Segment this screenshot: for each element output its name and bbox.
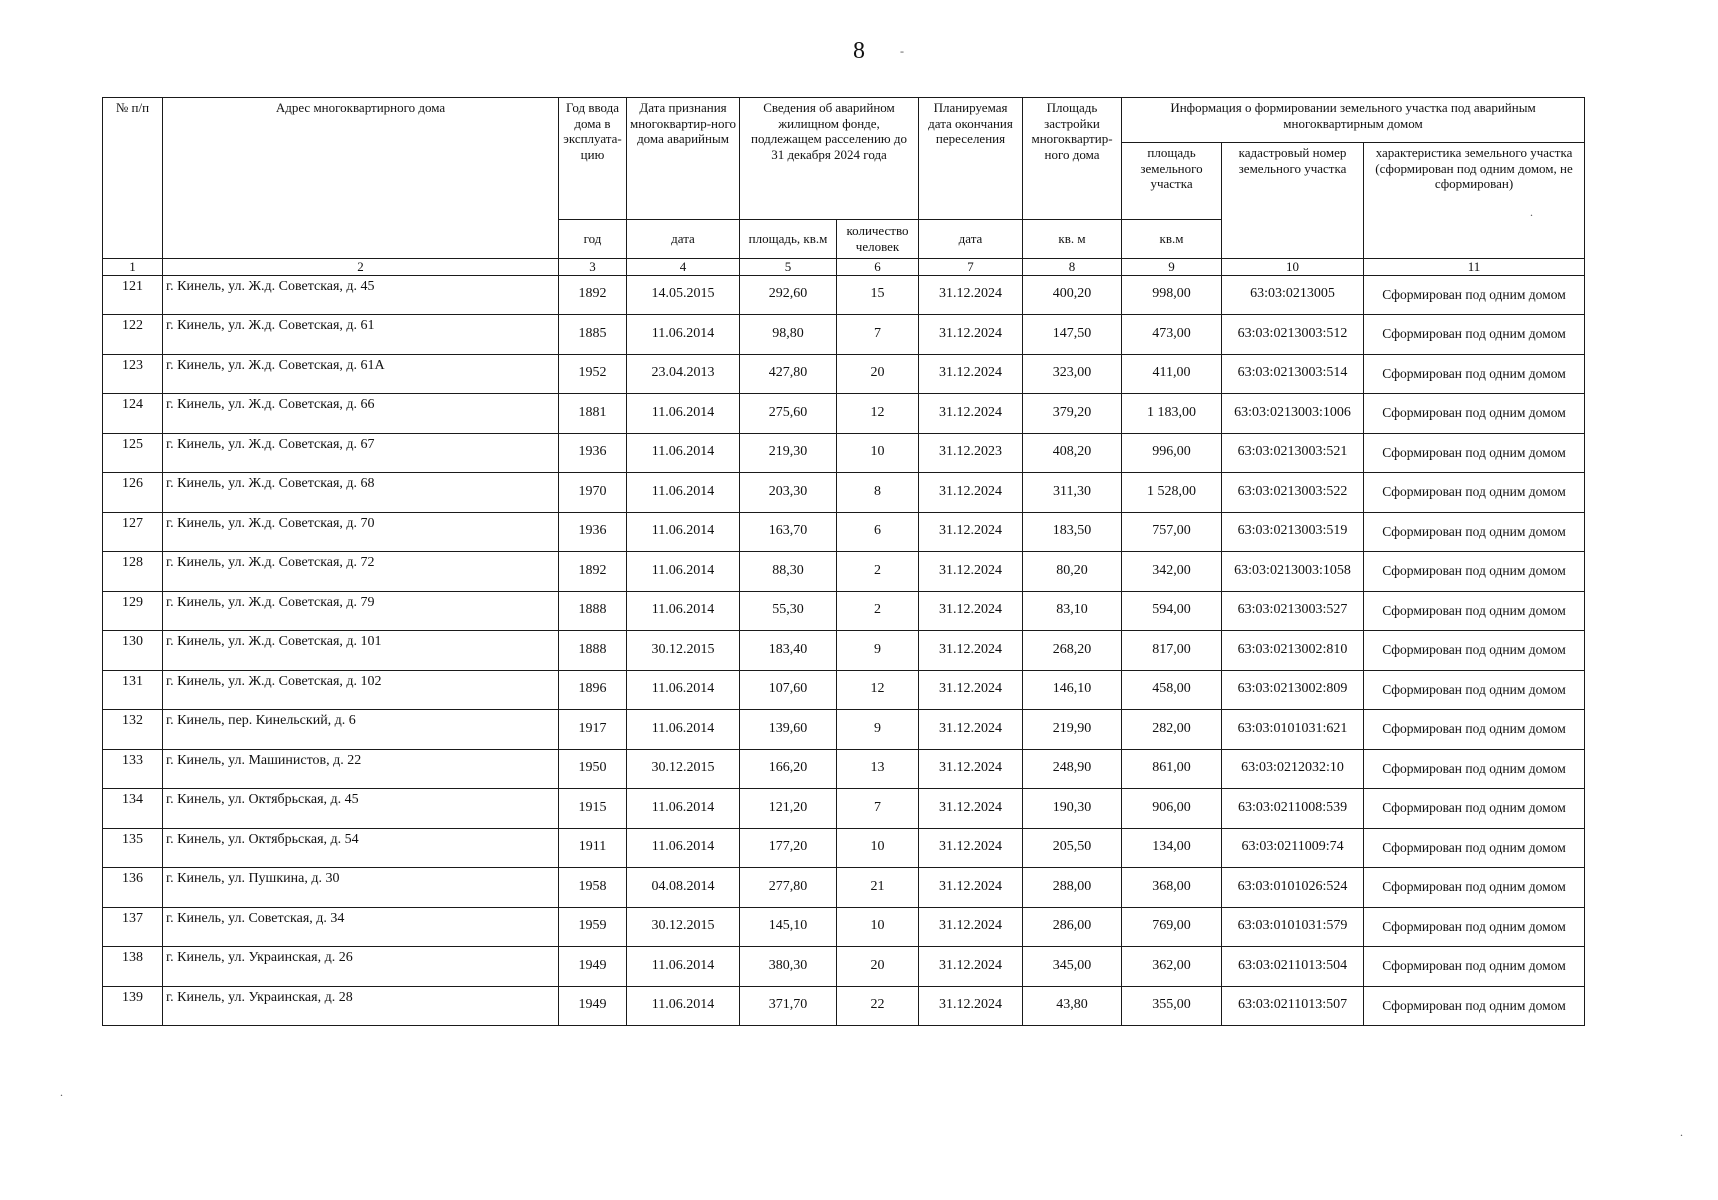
people-count-cell: 8 — [837, 473, 919, 513]
header-address: Адрес многоквартирного дома — [163, 98, 559, 259]
people-count-cell: 20 — [837, 947, 919, 987]
date-recognized-cell: 11.06.2014 — [627, 552, 740, 592]
unit-build: кв. м — [1023, 220, 1122, 259]
date-recognized-cell: 04.08.2014 — [627, 868, 740, 908]
row-number: 138 — [103, 947, 163, 987]
unit-planned: дата — [919, 220, 1023, 259]
year-cell: 1952 — [559, 354, 627, 394]
date-recognized-cell: 23.04.2013 — [627, 354, 740, 394]
row-number: 137 — [103, 907, 163, 947]
address-cell: г. Кинель, ул. Пушкина, д. 30 — [163, 868, 559, 908]
address-cell: г. Кинель, ул. Советская, д. 34 — [163, 907, 559, 947]
address-cell: г. Кинель, ул. Ж.д. Советская, д. 70 — [163, 512, 559, 552]
table-row — [103, 947, 1585, 987]
fund-area-cell: 371,70 — [740, 986, 837, 1026]
fund-area-cell: 166,20 — [740, 749, 837, 789]
column-number: 1 — [103, 259, 163, 276]
column-number: 2 — [163, 259, 559, 276]
fund-area-cell: 183,40 — [740, 631, 837, 671]
build-area-cell: 43,80 — [1023, 986, 1122, 1026]
planned-date-cell: 31.12.2024 — [919, 394, 1023, 434]
land-characteristic-cell: Сформирован под одним домом — [1364, 710, 1585, 750]
date-recognized-cell: 11.06.2014 — [627, 710, 740, 750]
fund-area-cell: 98,80 — [740, 315, 837, 355]
cadastral-number-cell: 63:03:0213003:527 — [1222, 591, 1364, 631]
year-cell: 1888 — [559, 631, 627, 671]
fund-area-cell: 275,60 — [740, 394, 837, 434]
people-count-cell: 10 — [837, 907, 919, 947]
row-number: 125 — [103, 433, 163, 473]
address-cell: г. Кинель, ул. Ж.д. Советская, д. 72 — [163, 552, 559, 592]
unit-land: кв.м — [1122, 220, 1222, 259]
header-planned-date: Планируемая дата окончания переселения — [919, 98, 1023, 220]
cadastral-number-cell: 63:03:0213005 — [1222, 275, 1364, 315]
row-number: 132 — [103, 710, 163, 750]
date-recognized-cell: 30.12.2015 — [627, 631, 740, 671]
cadastral-number-cell: 63:03:0212032:10 — [1222, 749, 1364, 789]
land-characteristic-cell: Сформирован под одним домом — [1364, 868, 1585, 908]
land-characteristic-cell: Сформирован под одним домом — [1364, 591, 1585, 631]
date-recognized-cell: 11.06.2014 — [627, 591, 740, 631]
fund-area-cell: 88,30 — [740, 552, 837, 592]
fund-area-cell: 203,30 — [740, 473, 837, 513]
cadastral-number-cell: 63:03:0213003:519 — [1222, 512, 1364, 552]
table-row — [103, 789, 1585, 829]
land-area-cell: 368,00 — [1122, 868, 1222, 908]
table-row — [103, 670, 1585, 710]
address-cell: г. Кинель, ул. Ж.д. Советская, д. 102 — [163, 670, 559, 710]
unit-date: дата — [627, 220, 740, 259]
people-count-cell: 22 — [837, 986, 919, 1026]
row-number: 127 — [103, 512, 163, 552]
planned-date-cell: 31.12.2024 — [919, 947, 1023, 987]
fund-area-cell: 55,30 — [740, 591, 837, 631]
address-cell: г. Кинель, ул. Ж.д. Советская, д. 61 — [163, 315, 559, 355]
people-count-cell: 9 — [837, 710, 919, 750]
year-cell: 1970 — [559, 473, 627, 513]
row-number: 122 — [103, 315, 163, 355]
table-row — [103, 275, 1585, 315]
date-recognized-cell: 11.06.2014 — [627, 394, 740, 434]
build-area-cell: 408,20 — [1023, 433, 1122, 473]
row-number: 128 — [103, 552, 163, 592]
fund-area-cell: 219,30 — [740, 433, 837, 473]
year-cell: 1950 — [559, 749, 627, 789]
land-area-cell: 362,00 — [1122, 947, 1222, 987]
year-cell: 1896 — [559, 670, 627, 710]
table-row — [103, 631, 1585, 671]
build-area-cell: 288,00 — [1023, 868, 1122, 908]
address-cell: г. Кинель, ул. Ж.д. Советская, д. 61А — [163, 354, 559, 394]
date-recognized-cell: 11.06.2014 — [627, 789, 740, 829]
table-row — [103, 868, 1585, 908]
address-cell: г. Кинель, ул. Ж.д. Советская, д. 45 — [163, 275, 559, 315]
planned-date-cell: 31.12.2024 — [919, 631, 1023, 671]
land-characteristic-cell: Сформирован под одним домом — [1364, 828, 1585, 868]
address-cell: г. Кинель, ул. Ж.д. Советская, д. 68 — [163, 473, 559, 513]
build-area-cell: 147,50 — [1023, 315, 1122, 355]
emergency-housing-table — [102, 97, 1585, 1026]
fund-area-cell: 107,60 — [740, 670, 837, 710]
planned-date-cell: 31.12.2023 — [919, 433, 1023, 473]
cadastral-number-cell: 63:03:0211008:539 — [1222, 789, 1364, 829]
cadastral-number-cell: 63:03:0213003:514 — [1222, 354, 1364, 394]
land-characteristic-cell: Сформирован под одним домом — [1364, 749, 1585, 789]
table-row — [103, 394, 1585, 434]
cadastral-number-cell: 63:03:0211013:507 — [1222, 986, 1364, 1026]
address-cell: г. Кинель, ул. Ж.д. Советская, д. 79 — [163, 591, 559, 631]
column-number: 3 — [559, 259, 627, 276]
year-cell: 1959 — [559, 907, 627, 947]
land-area-cell: 861,00 — [1122, 749, 1222, 789]
people-count-cell: 10 — [837, 828, 919, 868]
address-cell: г. Кинель, ул. Октябрьская, д. 45 — [163, 789, 559, 829]
row-number: 135 — [103, 828, 163, 868]
year-cell: 1949 — [559, 986, 627, 1026]
build-area-cell: 83,10 — [1023, 591, 1122, 631]
fund-area-cell: 163,70 — [740, 512, 837, 552]
planned-date-cell: 31.12.2024 — [919, 670, 1023, 710]
table-row — [103, 354, 1585, 394]
planned-date-cell: 31.12.2024 — [919, 354, 1023, 394]
cadastral-number-cell: 63:03:0211013:504 — [1222, 947, 1364, 987]
land-characteristic-cell: Сформирован под одним домом — [1364, 315, 1585, 355]
address-cell: г. Кинель, пер. Кинельский, д. 6 — [163, 710, 559, 750]
land-characteristic-cell: Сформирован под одним домом — [1364, 394, 1585, 434]
column-number: 4 — [627, 259, 740, 276]
land-characteristic-cell: Сформирован под одним домом — [1364, 947, 1585, 987]
date-recognized-cell: 30.12.2015 — [627, 749, 740, 789]
planned-date-cell: 31.12.2024 — [919, 473, 1023, 513]
date-recognized-cell: 11.06.2014 — [627, 473, 740, 513]
land-characteristic-cell: Сформирован под одним домом — [1364, 986, 1585, 1026]
land-characteristic-cell: Сформирован под одним домом — [1364, 354, 1585, 394]
planned-date-cell: 31.12.2024 — [919, 828, 1023, 868]
people-count-cell: 12 — [837, 394, 919, 434]
people-count-cell: 2 — [837, 552, 919, 592]
build-area-cell: 311,30 — [1023, 473, 1122, 513]
address-cell: г. Кинель, ул. Украинская, д. 26 — [163, 947, 559, 987]
scan-speck: . — [1530, 205, 1533, 219]
row-number: 134 — [103, 789, 163, 829]
table-row — [103, 591, 1585, 631]
planned-date-cell: 31.12.2024 — [919, 275, 1023, 315]
date-recognized-cell: 11.06.2014 — [627, 947, 740, 987]
date-recognized-cell: 11.06.2014 — [627, 433, 740, 473]
date-recognized-cell: 11.06.2014 — [627, 512, 740, 552]
column-number: 8 — [1023, 259, 1122, 276]
row-number: 131 — [103, 670, 163, 710]
build-area-cell: 286,00 — [1023, 907, 1122, 947]
cadastral-number-cell: 63:03:0213002:809 — [1222, 670, 1364, 710]
build-area-cell: 219,90 — [1023, 710, 1122, 750]
planned-date-cell: 31.12.2024 — [919, 710, 1023, 750]
header-fund-info: Сведения об аварийном жилищном фонде, подлежащем расселению до 31 декабря 2024 года — [740, 98, 919, 220]
unit-people: количество человек — [837, 220, 919, 259]
people-count-cell: 13 — [837, 749, 919, 789]
land-area-cell: 757,00 — [1122, 512, 1222, 552]
fund-area-cell: 145,10 — [740, 907, 837, 947]
page-number: 8 — [853, 38, 865, 64]
build-area-cell: 80,20 — [1023, 552, 1122, 592]
year-cell: 1892 — [559, 275, 627, 315]
cadastral-number-cell: 63:03:0213003:1006 — [1222, 394, 1364, 434]
land-characteristic-cell: Сформирован под одним домом — [1364, 473, 1585, 513]
column-number: 7 — [919, 259, 1023, 276]
cadastral-number-cell: 63:03:0101026:524 — [1222, 868, 1364, 908]
cadastral-number-cell: 63:03:0213002:810 — [1222, 631, 1364, 671]
land-area-cell: 594,00 — [1122, 591, 1222, 631]
address-cell: г. Кинель, ул. Украинская, д. 28 — [163, 986, 559, 1026]
row-number: 129 — [103, 591, 163, 631]
table-row — [103, 710, 1585, 750]
header-year: Год ввода дома в эксплуата-цию — [559, 98, 627, 220]
column-number: 6 — [837, 259, 919, 276]
people-count-cell: 2 — [837, 591, 919, 631]
row-number: 126 — [103, 473, 163, 513]
table-row — [103, 433, 1585, 473]
build-area-cell: 190,30 — [1023, 789, 1122, 829]
build-area-cell: 323,00 — [1023, 354, 1122, 394]
cadastral-number-cell: 63:03:0101031:621 — [1222, 710, 1364, 750]
table-row — [103, 828, 1585, 868]
unit-area: площадь, кв.м — [740, 220, 837, 259]
date-recognized-cell: 30.12.2015 — [627, 907, 740, 947]
people-count-cell: 12 — [837, 670, 919, 710]
planned-date-cell: 31.12.2024 — [919, 789, 1023, 829]
land-area-cell: 411,00 — [1122, 354, 1222, 394]
build-area-cell: 205,50 — [1023, 828, 1122, 868]
build-area-cell: 345,00 — [1023, 947, 1122, 987]
fund-area-cell: 177,20 — [740, 828, 837, 868]
column-number-row — [103, 259, 1585, 276]
land-area-cell: 1 183,00 — [1122, 394, 1222, 434]
year-cell: 1915 — [559, 789, 627, 829]
table-row — [103, 512, 1585, 552]
build-area-cell: 379,20 — [1023, 394, 1122, 434]
header-build-area: Площадь застройки многоквартир-ного дома — [1023, 98, 1122, 220]
date-recognized-cell: 11.06.2014 — [627, 315, 740, 355]
unit-year: год — [559, 220, 627, 259]
people-count-cell: 7 — [837, 789, 919, 829]
land-area-cell: 355,00 — [1122, 986, 1222, 1026]
people-count-cell: 7 — [837, 315, 919, 355]
land-area-cell: 282,00 — [1122, 710, 1222, 750]
year-cell: 1885 — [559, 315, 627, 355]
address-cell: г. Кинель, ул. Ж.д. Советская, д. 66 — [163, 394, 559, 434]
planned-date-cell: 31.12.2024 — [919, 986, 1023, 1026]
land-area-cell: 906,00 — [1122, 789, 1222, 829]
row-number: 136 — [103, 868, 163, 908]
planned-date-cell: 31.12.2024 — [919, 591, 1023, 631]
address-cell: г. Кинель, ул. Ж.д. Советская, д. 101 — [163, 631, 559, 671]
planned-date-cell: 31.12.2024 — [919, 749, 1023, 789]
land-area-cell: 1 528,00 — [1122, 473, 1222, 513]
land-characteristic-cell: Сформирован под одним домом — [1364, 552, 1585, 592]
scan-speck: - — [900, 44, 904, 58]
date-recognized-cell: 11.06.2014 — [627, 828, 740, 868]
land-area-cell: 458,00 — [1122, 670, 1222, 710]
column-number: 9 — [1122, 259, 1222, 276]
cadastral-number-cell: 63:03:0101031:579 — [1222, 907, 1364, 947]
year-cell: 1936 — [559, 512, 627, 552]
row-number: 123 — [103, 354, 163, 394]
table-row — [103, 315, 1585, 355]
table-row — [103, 907, 1585, 947]
table-row — [103, 473, 1585, 513]
people-count-cell: 20 — [837, 354, 919, 394]
land-characteristic-cell: Сформирован под одним домом — [1364, 670, 1585, 710]
header-land-area: площадь земельного участка — [1122, 143, 1222, 220]
land-characteristic-cell: Сформирован под одним домом — [1364, 789, 1585, 829]
column-number: 5 — [740, 259, 837, 276]
planned-date-cell: 31.12.2024 — [919, 868, 1023, 908]
people-count-cell: 15 — [837, 275, 919, 315]
row-number: 121 — [103, 275, 163, 315]
land-characteristic-cell: Сформирован под одним домом — [1364, 275, 1585, 315]
cadastral-number-cell: 63:03:0211009:74 — [1222, 828, 1364, 868]
header-cadastral: кадастровый номер земельного участка — [1222, 143, 1364, 259]
date-recognized-cell: 11.06.2014 — [627, 670, 740, 710]
header-date-recognized: Дата признания многоквартир-ного дома аварийным — [627, 98, 740, 220]
land-area-cell: 769,00 — [1122, 907, 1222, 947]
row-number: 130 — [103, 631, 163, 671]
year-cell: 1888 — [559, 591, 627, 631]
cadastral-number-cell: 63:03:0213003:512 — [1222, 315, 1364, 355]
column-number: 10 — [1222, 259, 1364, 276]
address-cell: г. Кинель, ул. Машинистов, д. 22 — [163, 749, 559, 789]
table-row — [103, 552, 1585, 592]
planned-date-cell: 31.12.2024 — [919, 512, 1023, 552]
land-characteristic-cell: Сформирован под одним домом — [1364, 512, 1585, 552]
land-area-cell: 998,00 — [1122, 275, 1222, 315]
build-area-cell: 183,50 — [1023, 512, 1122, 552]
address-cell: г. Кинель, ул. Ж.д. Советская, д. 67 — [163, 433, 559, 473]
year-cell: 1892 — [559, 552, 627, 592]
planned-date-cell: 31.12.2024 — [919, 552, 1023, 592]
row-number: 124 — [103, 394, 163, 434]
date-recognized-cell: 14.05.2015 — [627, 275, 740, 315]
address-cell: г. Кинель, ул. Октябрьская, д. 54 — [163, 828, 559, 868]
table-row — [103, 749, 1585, 789]
year-cell: 1936 — [559, 433, 627, 473]
build-area-cell: 268,20 — [1023, 631, 1122, 671]
people-count-cell: 6 — [837, 512, 919, 552]
build-area-cell: 400,20 — [1023, 275, 1122, 315]
column-number: 11 — [1364, 259, 1585, 276]
cadastral-number-cell: 63:03:0213003:522 — [1222, 473, 1364, 513]
land-area-cell: 342,00 — [1122, 552, 1222, 592]
row-number: 133 — [103, 749, 163, 789]
land-characteristic-cell: Сформирован под одним домом — [1364, 631, 1585, 671]
year-cell: 1949 — [559, 947, 627, 987]
year-cell: 1881 — [559, 394, 627, 434]
table-header — [103, 98, 1585, 276]
table-body — [103, 275, 1585, 1026]
cadastral-number-cell: 63:03:0213003:1058 — [1222, 552, 1364, 592]
year-cell: 1911 — [559, 828, 627, 868]
header-number: № п/п — [103, 98, 163, 259]
table-row — [103, 986, 1585, 1026]
fund-area-cell: 121,20 — [740, 789, 837, 829]
fund-area-cell: 277,80 — [740, 868, 837, 908]
land-area-cell: 817,00 — [1122, 631, 1222, 671]
land-characteristic-cell: Сформирован под одним домом — [1364, 907, 1585, 947]
date-recognized-cell: 11.06.2014 — [627, 986, 740, 1026]
planned-date-cell: 31.12.2024 — [919, 907, 1023, 947]
scan-speck: . — [1680, 1125, 1683, 1139]
land-area-cell: 473,00 — [1122, 315, 1222, 355]
fund-area-cell: 380,30 — [740, 947, 837, 987]
people-count-cell: 9 — [837, 631, 919, 671]
planned-date-cell: 31.12.2024 — [919, 315, 1023, 355]
land-characteristic-cell: Сформирован под одним домом — [1364, 433, 1585, 473]
row-number: 139 — [103, 986, 163, 1026]
scan-speck: . — [60, 1085, 63, 1099]
fund-area-cell: 139,60 — [740, 710, 837, 750]
build-area-cell: 248,90 — [1023, 749, 1122, 789]
build-area-cell: 146,10 — [1023, 670, 1122, 710]
fund-area-cell: 292,60 — [740, 275, 837, 315]
land-area-cell: 996,00 — [1122, 433, 1222, 473]
cadastral-number-cell: 63:03:0213003:521 — [1222, 433, 1364, 473]
people-count-cell: 21 — [837, 868, 919, 908]
year-cell: 1958 — [559, 868, 627, 908]
year-cell: 1917 — [559, 710, 627, 750]
people-count-cell: 10 — [837, 433, 919, 473]
header-land-info: Информация о формировании земельного участка под аварийным многоквартирным домом — [1122, 98, 1585, 143]
header-characteristic: характеристика земельного участка (сформирован под одним домом, не сформирован) — [1364, 143, 1585, 259]
land-area-cell: 134,00 — [1122, 828, 1222, 868]
fund-area-cell: 427,80 — [740, 354, 837, 394]
